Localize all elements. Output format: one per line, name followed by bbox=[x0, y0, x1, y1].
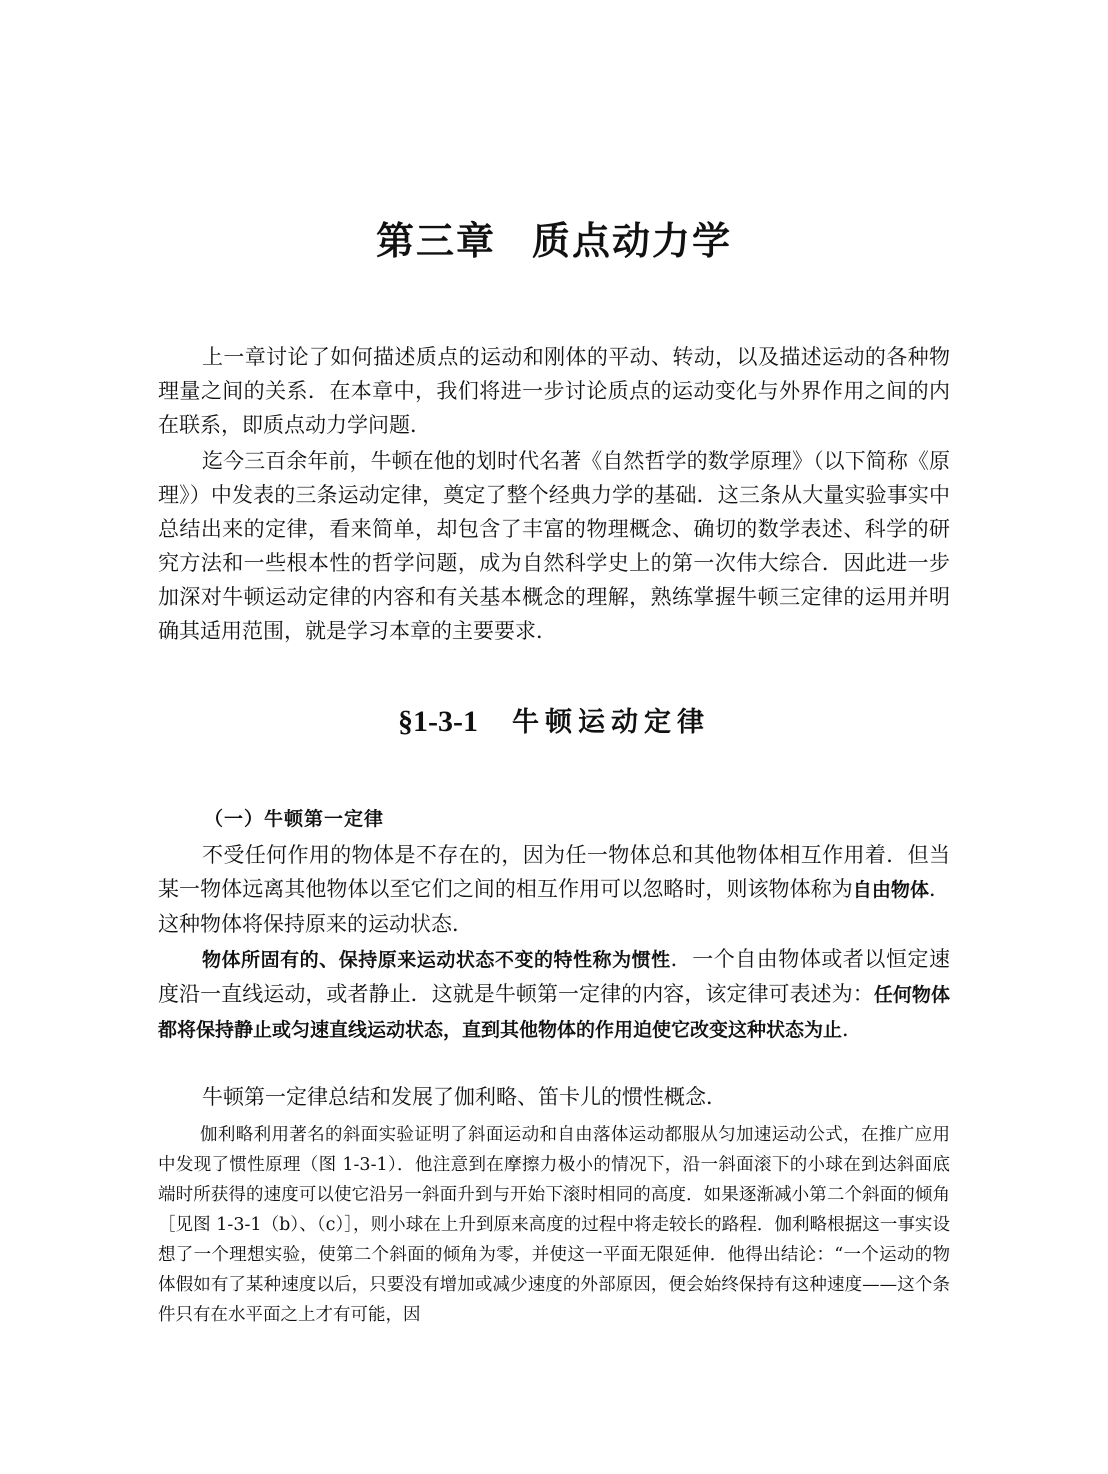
galileo-note: 伽利略利用著名的斜面实验证明了斜面运动和自由落体运动都服从匀加速运动公式，在推广应用中发现了惯性原理（图 1-3-1）．他注意到在摩擦力极小的情况下，沿一斜面滚下的小球在到达斜面底端时所获得的速度可以使它沿另一斜面升到与开始下滚时相同的高度．如果逐渐减小第二个斜面的倾角［见图 1-3-1（b）、（c）］，则小球在上升到原来高度的过程中将走较长的路程．伽利略根据这一事实设想了一个理想实验，使第二个斜面的倾角为零，并使这一平面无限延伸．他得出结论：“一个运动的物体假如有了某种速度以后，只要没有增加或减少速度的外部原因，便会始终保持有这种速度——这个条件只有在水平面之上才有可能，因 bbox=[158, 1125, 950, 1325]
body-paragraph-2-tail: ． bbox=[842, 1017, 864, 1041]
chapter-number: 第三章 bbox=[375, 219, 496, 263]
definition-inertia: 物体所固有的、保持原来运动状态不变的特性称为惯性 bbox=[202, 949, 671, 971]
term-free-body: 自由物体 bbox=[852, 879, 929, 901]
newton-first-law-statement: 任何物体都将保持静止或匀速直线运动状态，直到其他物体的作用迫使它改变这种状态为止 bbox=[158, 984, 950, 1041]
intro-paragraph-1: 上一章讨论了如何描述质点的运动和刚体的平动、转动，以及描述运动的各种物理量之间的关系．在本章中，我们将进一步讨论质点的运动变化与外界作用之间的内在联系，即质点动力学问题． bbox=[158, 345, 950, 437]
chapter-title bbox=[0, 210, 1108, 265]
section-heading bbox=[0, 700, 1108, 739]
body-paragraph-1 bbox=[158, 838, 950, 941]
body-paragraph-2 bbox=[158, 942, 950, 1047]
body-paragraph-1-tail: ．这种物体将保持原来的运动状态． bbox=[158, 877, 950, 936]
chapter-name: 质点动力学 bbox=[532, 219, 733, 263]
section-title: 牛顿运动定律 bbox=[511, 707, 710, 738]
intro-paragraph-2: 迄今三百余年前，牛顿在他的划时代名著《自然哲学的数学原理》（以下简称《原理》）中发表的三条运动定律，奠定了整个经典力学的基础．这三条从大量实验事实中总结出来的定律，看来简单，却包含了丰富的物理概念、确切的数学表述、科学的研究方法和一些根本性的哲学问题，成为自然科学史上的第一次伟大综合．因此进一步加深对牛顿运动定律的内容和有关基本概念的理解，熟练掌握牛顿三定律的运用并明确其适用范围，就是学习本章的主要要求． bbox=[158, 449, 950, 643]
body-paragraph-2-text: ．一个自由物体或者以恒定速度沿一直线运动，或者静止．这就是牛顿第一定律的内容，该定律可表述为： bbox=[158, 947, 950, 1006]
body-paragraph-1-text: 不受任何作用的物体是不存在的，因为任一物体总和其他物体相互作用着．但当某一物体远离其他物体以至它们之间的相互作用可以忽略时，则该物体称为 bbox=[158, 843, 950, 901]
section-number: §1-3-1 bbox=[398, 705, 478, 738]
subsection-title: （一）牛顿第一定律 bbox=[204, 808, 385, 830]
body-paragraph-3: 牛顿第一定律总结和发展了伽利略、笛卡儿的惯性概念． bbox=[202, 1085, 727, 1109]
